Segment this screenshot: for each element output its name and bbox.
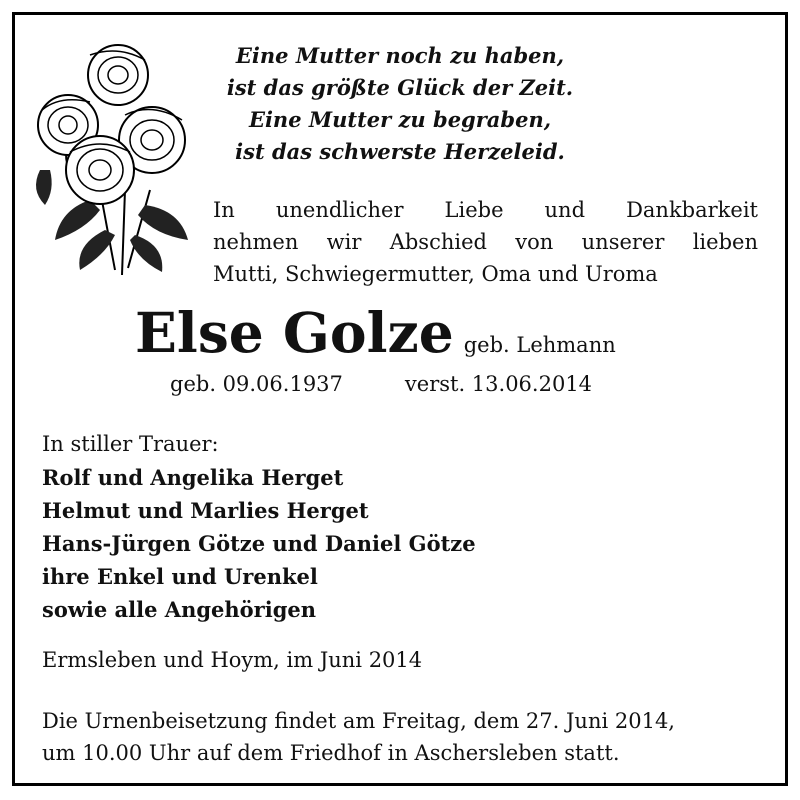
mourners-heading: In stiller Trauer:	[42, 432, 219, 456]
deceased-name-row	[135, 300, 695, 365]
maiden-name: geb. Lehmann	[463, 333, 616, 357]
life-dates	[170, 372, 592, 396]
deceased-name: Else Golze	[135, 300, 454, 365]
funeral-line-1: Die Urnenbeisetzung findet am Freitag, dem 27. Juni 2014,	[42, 709, 675, 733]
mourner-name: sowie alle Angehörigen	[42, 597, 317, 622]
verse-line: Eine Mutter zu begraben,	[248, 107, 552, 132]
farewell-line-1	[213, 194, 758, 226]
word: nehmen	[213, 230, 299, 254]
farewell-text	[213, 194, 758, 290]
mourner-name: ihre Enkel und Urenkel	[42, 564, 318, 589]
word: lieben	[692, 230, 758, 254]
word: unendlicher	[275, 198, 404, 222]
mourner-name: Helmut und Marlies Herget	[42, 498, 369, 523]
verse-line: ist das größte Glück der Zeit.	[226, 75, 574, 100]
word: Dankbarkeit	[626, 198, 758, 222]
funeral-line-2: um 10.00 Uhr auf dem Friedhof in Aschersleben statt.	[42, 741, 620, 765]
farewell-line-3: Mutti, Schwiegermutter, Oma und Uroma	[213, 262, 658, 286]
word: unserer	[581, 230, 665, 254]
farewell-line-2	[213, 226, 758, 258]
word: von	[515, 230, 554, 254]
word: Abschied	[389, 230, 487, 254]
word: und	[544, 198, 586, 222]
death-date: verst. 13.06.2014	[404, 372, 593, 396]
verse-line: Eine Mutter noch zu haben,	[235, 43, 565, 68]
word: Liebe	[444, 198, 504, 222]
word: In	[213, 198, 235, 222]
mourner-name: Hans-Jürgen Götze und Daniel Götze	[42, 531, 476, 556]
word: wir	[326, 230, 362, 254]
funeral-info	[42, 705, 675, 769]
memorial-verse	[195, 40, 605, 168]
mourner-name: Rolf und Angelika Herget	[42, 465, 344, 490]
roses-illustration	[30, 40, 195, 275]
place-and-date: Ermsleben und Hoym, im Juni 2014	[42, 648, 423, 672]
birth-date: geb. 09.06.1937	[170, 372, 343, 396]
mourners-list	[42, 428, 476, 626]
verse-line: ist das schwerste Herzeleid.	[235, 139, 565, 164]
